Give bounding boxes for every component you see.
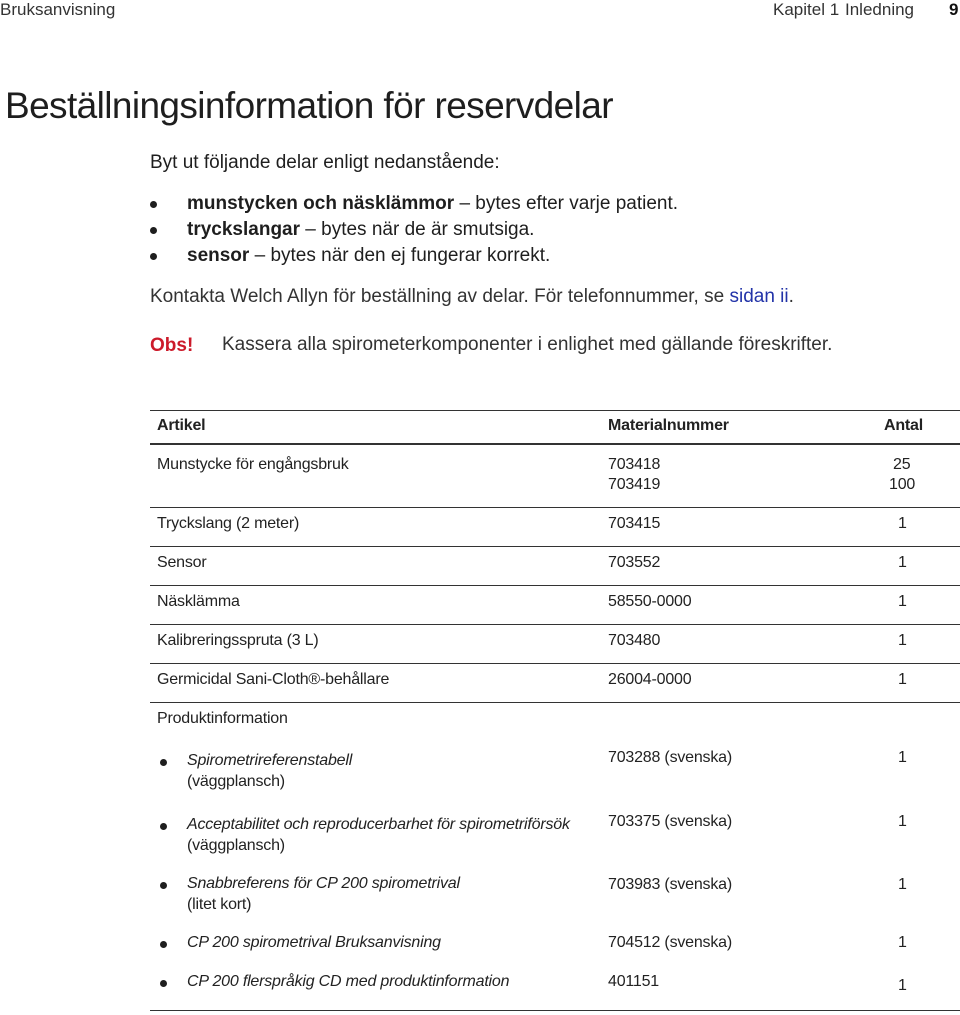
header-manual-name: Bruksanvisning [0,0,116,19]
row-rule [150,702,960,703]
table-cell-material: 703415 [608,515,661,532]
header-section: Inledning [845,0,915,19]
page-title: Beställningsinformation för reservdelar [5,85,613,126]
bullet-icon [160,882,167,889]
product-item-subtitle: (litet kort) [187,896,252,913]
table-cell-material: 58550-0000 [608,593,692,610]
bullet-icon [160,980,167,987]
table-cell-material: 704512 (svenska) [608,934,732,951]
contact-period: . [788,286,794,307]
table-cell-article: Germicidal Sani-Cloth®-behållare [157,671,390,688]
product-item-title: CP 200 flerspråkig CD med produktinformation [187,973,510,990]
table-cell-article: Munstycke för engångsbruk [157,456,349,473]
table-cell-qty: 1 [898,876,907,893]
table-cell-qty: 1 [898,515,907,532]
bullet-icon [160,941,167,948]
col-header-qty: Antal [884,417,924,434]
table-cell-qty: 100 [889,476,916,493]
table-cell-qty: 1 [898,977,907,994]
product-item-title: CP 200 spirometrival Bruksanvisning [187,934,441,951]
product-item-subtitle: (väggplansch) [187,773,285,790]
list-item [150,219,678,245]
bullet-icon [150,253,157,260]
table-cell-material: 703552 [608,554,661,571]
table-cell-material: 703419 [608,476,661,493]
col-header-material: Materialnummer [608,417,729,434]
table-cell-material: 401151 [608,973,660,990]
product-item-subtitle: (väggplansch) [187,837,285,854]
col-header-article: Artikel [157,417,206,434]
list-item [150,193,678,219]
table-cell-qty: 1 [898,554,907,571]
product-item-title: Acceptabilitet och reproducerbarhet för spirometriförsök [187,816,570,833]
table-cell-material: 703480 [608,632,661,649]
table-cell-material: 703288 (svenska) [608,749,732,766]
table-cell-article: Näsklämma [157,593,240,610]
page-ref-link[interactable]: sidan ii [729,286,789,307]
row-rule [150,624,960,625]
bullet-icon [150,201,157,208]
replacement-list [150,193,678,271]
intro-text: Byt ut följande delar enligt nedanstående: [150,152,500,173]
table-cell-article: Tryckslang (2 meter) [157,515,300,532]
table-cell-qty: 1 [898,749,907,766]
table-cell-material: 26004-0000 [608,671,692,688]
product-item-title: Spirometrireferenstabell [187,752,353,769]
table-cell-material: 703375 (svenska) [608,813,732,830]
row-rule [150,507,960,508]
row-rule [150,546,960,547]
contact-sentence: Kontakta Welch Allyn för beställning av delar. För telefonnummer, se [150,286,725,307]
table-cell-qty: 1 [898,671,907,688]
row-rule [150,585,960,586]
note-label: Obs! [150,335,194,356]
list-item-term: tryckslangar [187,219,301,240]
row-rule [150,663,960,664]
table-cell-material: 703983 (svenska) [608,876,732,893]
list-item-text: – bytes efter varje patient. [459,193,679,214]
header-chapter: Kapitel 1 [773,0,840,19]
table-cell-article: Sensor [157,554,207,571]
list-item-term: munstycken och näsklämmor [187,193,455,214]
bullet-icon [160,759,167,766]
bullet-icon [150,227,157,234]
contact-text [150,286,794,308]
note-text: Kassera alla spirometerkomponenter i enlighet med gällande föreskrifter. [222,334,833,355]
list-item-term: sensor [187,245,250,266]
table-top-rule [150,410,960,411]
product-item-title: Snabbreferens för CP 200 spirometrival [187,875,460,892]
table-cell-qty: 1 [898,934,907,951]
table-cell-article: Kalibreringsspruta (3 L) [157,632,319,649]
product-info-heading: Produktinformation [157,710,288,727]
page-number: 9 [949,0,959,19]
table-cell-qty: 1 [898,632,907,649]
table-bottom-rule [150,1010,960,1011]
list-item-text: – bytes när den ej fungerar korrekt. [254,245,551,266]
table-cell-qty: 1 [898,593,907,610]
list-item [150,245,678,271]
table-cell-qty: 1 [898,813,907,830]
table-cell-material: 703418 [608,456,661,473]
header-rule [150,443,960,445]
list-item-text: – bytes när de är smutsiga. [305,219,535,240]
table-cell-qty: 25 [893,456,911,473]
bullet-icon [160,823,167,830]
